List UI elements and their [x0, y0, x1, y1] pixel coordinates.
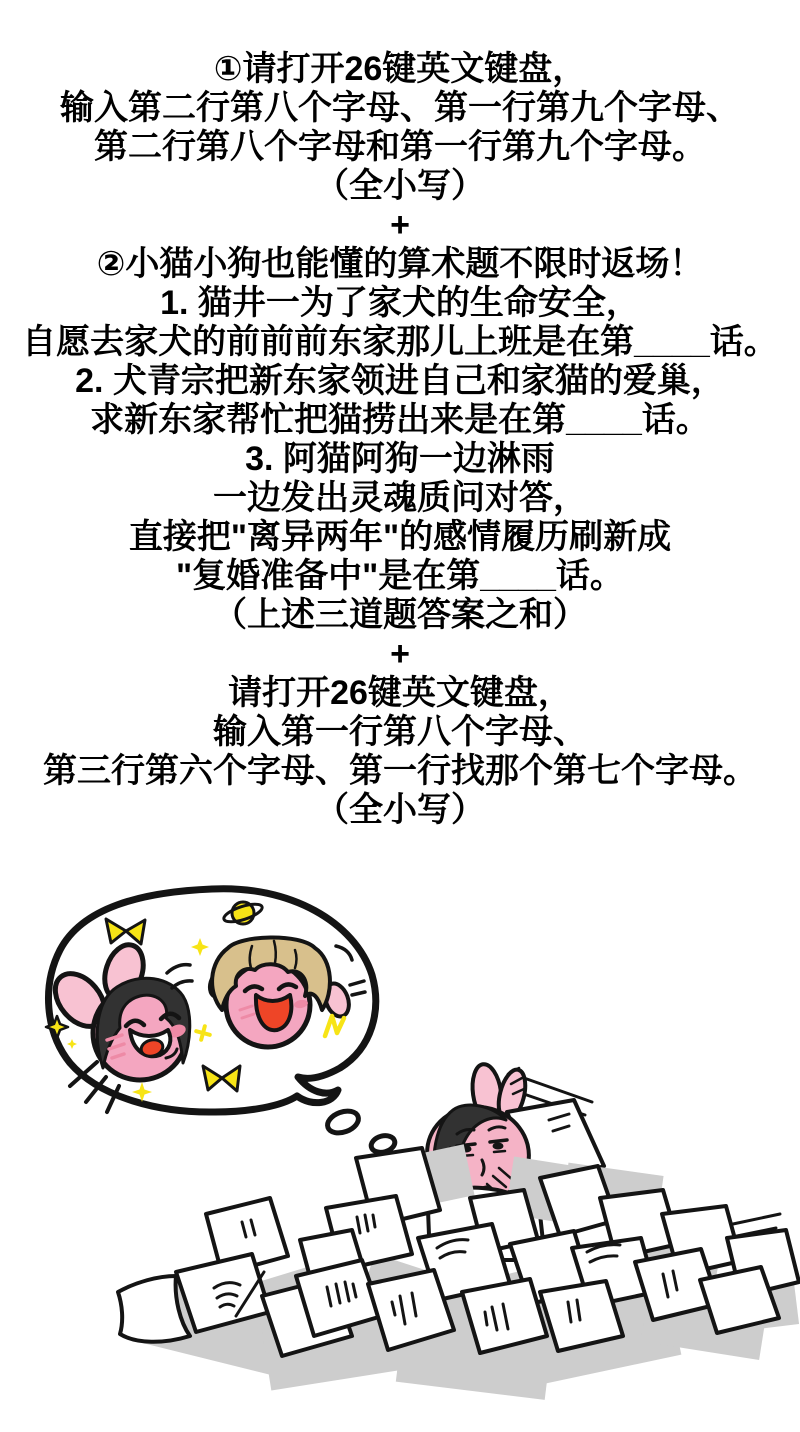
puzzle-text — [0, 50, 800, 830]
eye-bag — [494, 1151, 505, 1152]
puzzle-line-08: 自愿去家犬的前前前东家那儿上班是在第____话。 — [22, 323, 778, 361]
puzzle-line-14: "复婚准备中"是在第____话。 — [176, 557, 624, 595]
puzzle-line-17: 请打开26键英文键盘， — [228, 674, 572, 712]
puzzle-line-03: 第二行第八个字母和第一行第九个字母。 — [94, 128, 706, 166]
puzzle-line-09: 2. 犬青宗把新东家领进自己和家猫的爱巢， — [75, 362, 725, 400]
puzzle-line-18: 输入第一行第八个字母、 — [213, 713, 587, 751]
puzzle-line-15: （上述三道题答案之和） — [213, 596, 587, 634]
puzzle-line-02: 输入第二行第八个字母、第一行第九个字母、 — [60, 89, 740, 127]
puzzle-line-10: 求新东家帮忙把猫捞出来是在第____话。 — [90, 401, 710, 439]
bubble-trail-circle — [325, 1107, 362, 1137]
open-mouth — [256, 995, 291, 1030]
eyelid — [490, 1140, 507, 1142]
plus-separator: + — [390, 635, 410, 673]
eye-pupil — [493, 1143, 504, 1150]
puzzle-line-11: 3. 阿猫阿狗一边淋雨 — [245, 440, 555, 478]
puzzle-line-12: 一边发出灵魂质问对答， — [213, 479, 587, 517]
plus-separator: + — [390, 206, 410, 244]
puzzle-line-07: 1. 猫井一为了家犬的生命安全， — [160, 284, 640, 322]
puzzle-line-20: （全小写） — [315, 791, 485, 829]
puzzle-line-13: 直接把"离异两年"的感情履历刷新成 — [128, 518, 672, 556]
paper-pile — [118, 1144, 799, 1400]
puzzle-line-19: 第三行第六个字母、第一行找那个第七个字母。 — [43, 752, 757, 790]
illustration — [0, 858, 800, 1432]
puzzle-line-04: （全小写） — [315, 167, 485, 205]
puzzle-line-01: ①请打开26键英文键盘， — [213, 50, 587, 88]
puzzle-line-06: ②小猫小狗也能懂的算术题不限时返场！ — [96, 245, 704, 283]
